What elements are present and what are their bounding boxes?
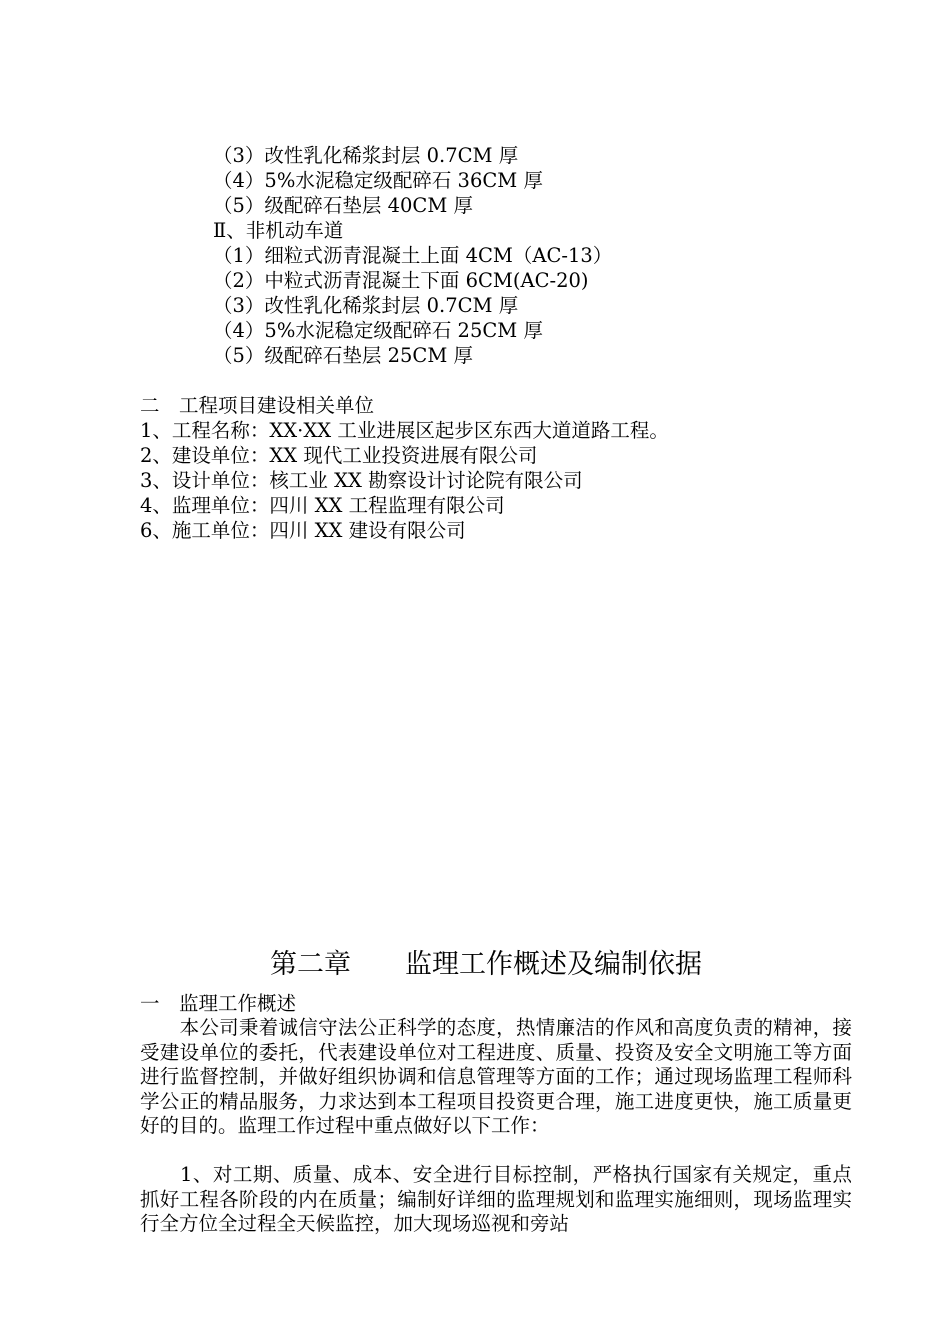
section-heading: 二 工程项目建设相关单位 bbox=[140, 394, 375, 417]
unit-item: 3、设计单位：核工业 XX 勘察设计讨论院有限公司 bbox=[140, 469, 583, 492]
layer-item: （3）改性乳化稀浆封层 0.7CM 厚 bbox=[213, 144, 519, 167]
layer-item: （1）细粒式沥青混凝土上面 4CM（AC-13） bbox=[213, 244, 613, 267]
layer-item: （4）5%水泥稳定级配碎石 25CM 厚 bbox=[213, 319, 543, 342]
subheading-non-motor-lane: Ⅱ、非机动车道 bbox=[213, 219, 344, 242]
paragraph: 1、对工期、质量、成本、安全进行目标控制，严格执行国家有关规定，重点抓好工程各阶段的内在质量；编制好详细的监理规划和监理实施细则，现场监理实行全方位全过程全天候监控，加大现场巡视和旁站 bbox=[140, 1163, 852, 1236]
layer-item: （5）级配碎石垫层 40CM 厚 bbox=[213, 194, 474, 217]
paragraph: 本公司秉着诚信守法公正科学的态度，热情廉洁的作风和高度负责的精神，接受建设单位的委托，代表建设单位对工程进度、质量、投资及安全文明施工等方面进行监督控制，并做好组织协调和信息管理等方面的工作；通过现场监理工程师科学公正的精品服务，力求达到本工程项目投资更合理，施工进度更快，施工质量更好的目的。监理工作过程中重点做好以下工作： bbox=[140, 1016, 852, 1138]
unit-item: 1、工程名称：XX·XX 工业进展区起步区东西大道道路工程。 bbox=[140, 419, 669, 442]
layer-item: （2）中粒式沥青混凝土下面 6CM(AC-20) bbox=[213, 269, 589, 292]
layer-item: （3）改性乳化稀浆封层 0.7CM 厚 bbox=[213, 294, 519, 317]
unit-item: 6、施工单位：四川 XX 建设有限公司 bbox=[140, 519, 466, 542]
layer-item: （5）级配碎石垫层 25CM 厚 bbox=[213, 344, 474, 367]
unit-item: 2、建设单位：XX 现代工业投资进展有限公司 bbox=[140, 444, 538, 467]
chapter-title: 第二章 监理工作概述及编制依据 bbox=[270, 949, 702, 980]
layer-item: （4）5%水泥稳定级配碎石 36CM 厚 bbox=[213, 169, 543, 192]
section-heading: 一 监理工作概述 bbox=[140, 992, 297, 1015]
unit-item: 4、监理单位：四川 XX 工程监理有限公司 bbox=[140, 494, 505, 517]
